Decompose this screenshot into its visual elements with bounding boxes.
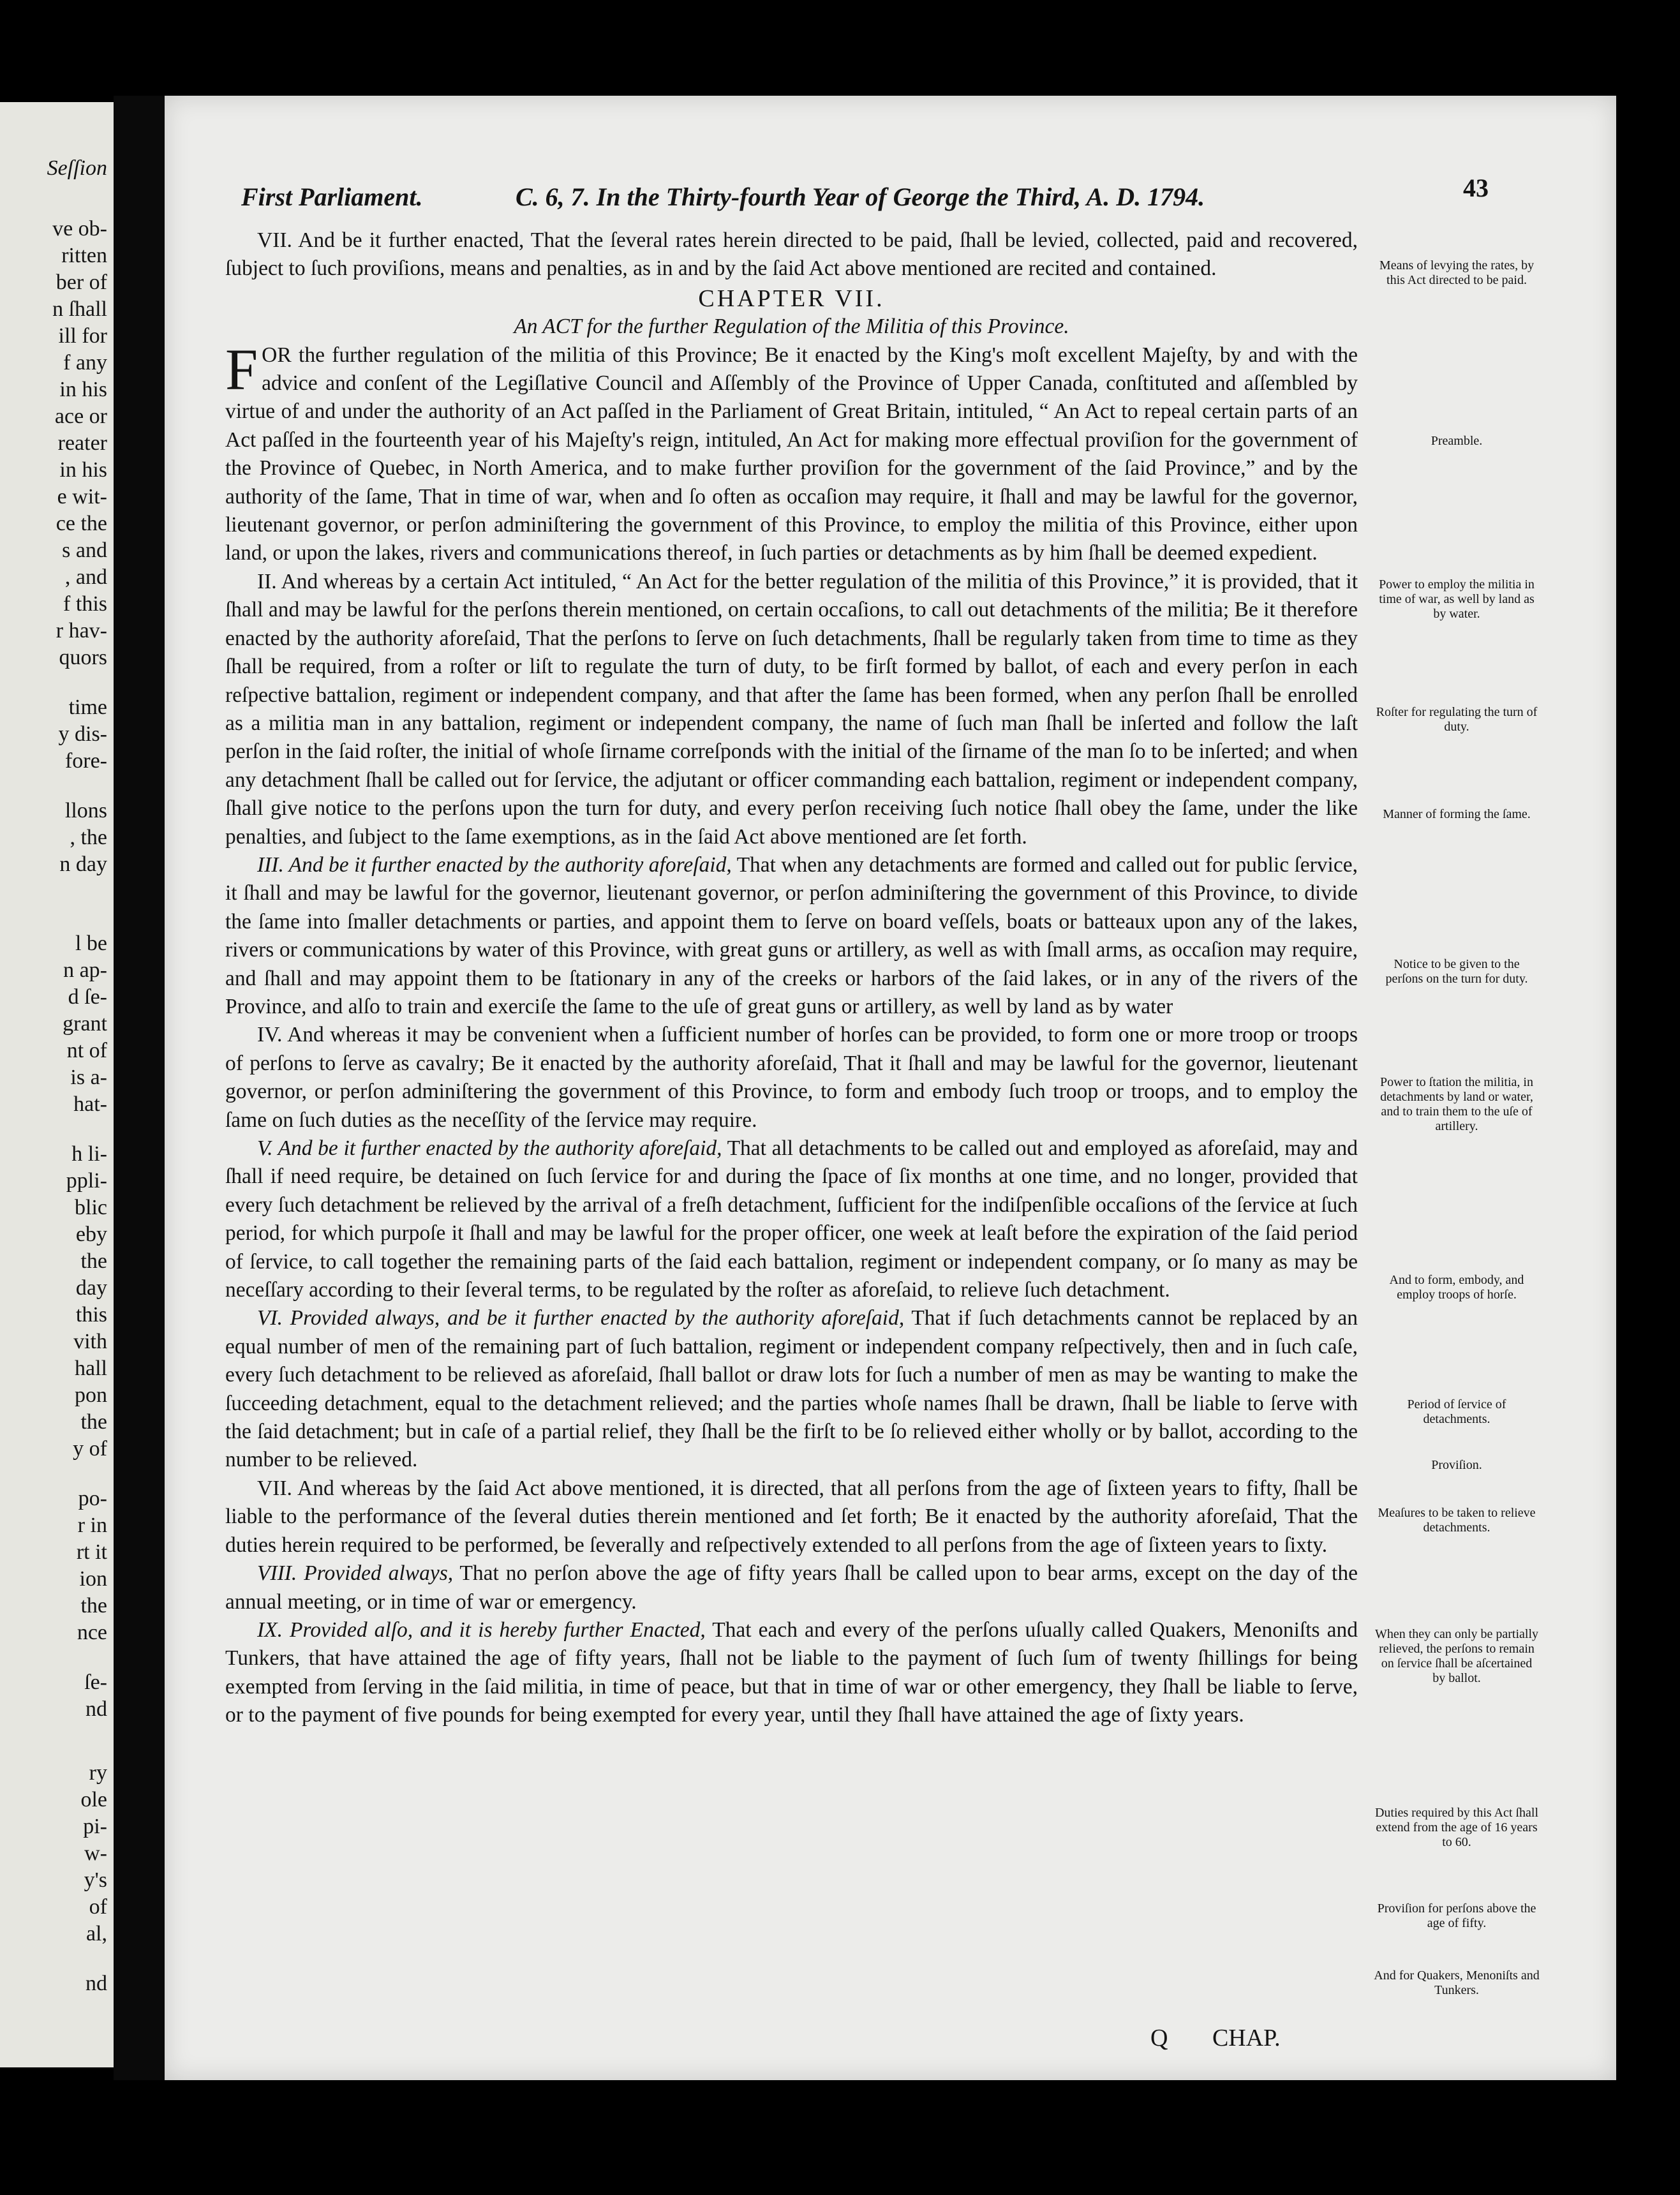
previous-page-line: f this bbox=[63, 592, 107, 616]
previous-page-line: ole bbox=[80, 1788, 107, 1812]
section-v bbox=[225, 1135, 1358, 1304]
previous-page-line: s and bbox=[62, 539, 107, 562]
section-ix bbox=[225, 1616, 1358, 1730]
previous-page-line: e wit- bbox=[57, 485, 107, 509]
section-viii-text: That no perſon above the age of fifty years ſhall be called upon to bear arms, except on the day of the annual meeting, or in time of war or emergency. bbox=[225, 1561, 1358, 1614]
running-header bbox=[241, 174, 1489, 214]
previous-page-line: ritten bbox=[61, 244, 107, 267]
previous-page-line: n ap- bbox=[63, 958, 107, 982]
previous-page-line: hat- bbox=[73, 1092, 107, 1116]
book-gutter bbox=[114, 96, 165, 2080]
previous-page-line: h li- bbox=[71, 1142, 107, 1166]
margin-note: Preamble. bbox=[1431, 434, 1483, 448]
margin-note: Manner of forming the ſame. bbox=[1383, 807, 1531, 821]
page-number: 43 bbox=[1463, 174, 1489, 202]
previous-page-line: in his bbox=[59, 458, 107, 482]
previous-page-line: time bbox=[68, 696, 107, 719]
margin-note: And for Quakers, Menoniſts and Tunkers. bbox=[1374, 1968, 1540, 1997]
previous-page-line: y dis- bbox=[58, 722, 107, 746]
section-iii-text: That when any detachments are formed and called out for public ſervice, it ſhall and may be lawful for the governor, lieutenant governor, or perſon adminiſtering the government of this Province, to divide the ſame into ſmaller detachments or parties, and appoint them to ſerve on board veſſels, boats or batteaux upon any of the lakes, rivers or communications by water of this Province, with great guns or artillery, as well as with ſmall arms, as occaſion may require, and ſhall and may appoint them to be ſtationary in any of the creeks or harbors of the ſaid lakes, or in any of the rivers of the Province, and alſo to train and exerciſe the ſame to the uſe of great guns or artillery, as well by land as by water bbox=[225, 852, 1358, 1018]
previous-page-line: f any bbox=[63, 351, 107, 375]
section-ii: II. And whereas by a certain Act intituled, “ An Act for the better regulation of the militia of this Province,” it is provided, that it ſhall and may be lawful for the perſons therein mentioned, on certain occaſions, to call out detachments of the militia; Be it therefore enacted by the authority aforeſaid, That the perſons to ſerve on ſuch detachments, ſhall be regularly taken from time to time as they ſhall be required, from a roſter or liſt to regulate the turn of duty, to be firſt formed by ballot, of each and every perſon in each reſpective battalion, regiment or independent company, and that after the ſame has been formed, when any perſon ſhall be enrolled as a militia man in any battalion, regiment or independent company, the name of ſuch man ſhall be inſerted and follow the laſt perſon in the ſaid roſter, the initial of whoſe ſirname correſponds with the initial of the ſirname of the man ſo to be inſerted; and when any detachment ſhall be called out for ſervice, the adjutant or officer commanding each battalion, regiment or independent company, ſhall give notice to the perſons upon the turn for duty, and every perſon receiving ſuch notice ſhall obey the ſame, under the like penalties, and ſubject to the ſame exemptions, as in the ſaid Act above mentioned are ſet forth. bbox=[225, 569, 1358, 849]
previous-page-line: w- bbox=[84, 1842, 107, 1865]
drop-capital: F bbox=[225, 336, 258, 402]
previous-page-line: ber of bbox=[56, 271, 107, 294]
previous-page-line: eby bbox=[75, 1223, 107, 1246]
previous-page-line: pon bbox=[75, 1383, 107, 1407]
previous-page-fragment bbox=[0, 102, 114, 2067]
previous-page-line: ry bbox=[89, 1761, 107, 1785]
section-preamble bbox=[225, 336, 1358, 568]
margin-note: When they can only be partially relieved, the perſons to remain on ſervice ſhall be aſcertained by ballot. bbox=[1374, 1627, 1538, 1685]
previous-page-line: day bbox=[75, 1276, 107, 1300]
catchword-next: CHAP. bbox=[1212, 2025, 1281, 2051]
preamble-text: OR the further regulation of the militia of this Province; Be it enacted by the King's moſt excellent Majeſty, by and with the advice and conſent of the Legiſlative Council and Aſſembly of the Province of Upper Canada, conſtituted and aſſembled by virtue of and under the authority of an Act paſſed in the Parliament of Great Britain, intituled, “ An Act to repeal certain parts of an Act paſſed in the fourteenth year of his Majeſty's reign, intituled, An Act for making more effectual proviſion for the government of the Province of Quebec, in North America, and to make further proviſion for the government of the ſaid Province,” and by the authority of the ſame, That in time of war, when and ſo often as occaſion may require, it ſhall and may be lawful for the governor, lieutenant governor, or perſon adminiſtering the government of this Province, to employ the militia of this Province, either upon land, or upon the lakes, rivers and communications thereof, in ſuch parties or detachments as by him ſhall be deemed expedient. bbox=[225, 343, 1358, 565]
previous-page-line: nce bbox=[77, 1621, 107, 1644]
previous-page-line: Seſſion bbox=[47, 156, 107, 180]
section-vii-previous: VII. And be it further enacted, That the ſeveral rates herein directed to be paid, ſhall be levied, collected, paid and recovered, ſubject to ſuch proviſions, means and penalties, as in and by the ſaid Act above mentioned are recited and contained. bbox=[225, 228, 1358, 281]
previous-page-line: n day bbox=[59, 852, 107, 876]
previous-page-line: , the bbox=[70, 826, 107, 849]
previous-page-line: ace or bbox=[54, 405, 107, 428]
previous-page-line: ill for bbox=[58, 324, 107, 348]
previous-page-line: vith bbox=[73, 1330, 107, 1353]
margin-note: Meaſures to be taken to relieve detachments. bbox=[1378, 1506, 1536, 1535]
previous-page-line: n ſhall bbox=[52, 297, 107, 321]
margin-note: Roſter for regulating the turn of duty. bbox=[1376, 705, 1538, 734]
previous-page-line: pi- bbox=[83, 1815, 107, 1838]
section-ix-text: That each and every of the perſons uſually called Quakers, Menoniſts and Tunkers, that have attained the age of fifty years, ſhall not be liable to the payment of ſuch ſum of twenty ſhillings for being exempted from ſerving in the ſaid militia, in time of peace, but that in time of war or other emergency, they ſhall be liable to ſerve, or to the payment of five pounds for being exempted for every year, until they ſhall have attained the age of ſixty years. bbox=[225, 1618, 1358, 1727]
previous-page-line: nt of bbox=[66, 1039, 107, 1062]
previous-page-line: llons bbox=[64, 799, 107, 822]
section-viii-lead: VIII. Provided always, bbox=[257, 1561, 454, 1586]
margin-note: Power to employ the militia in time of war, as well by land as by water. bbox=[1379, 577, 1535, 621]
previous-page-line: grant bbox=[63, 1012, 107, 1036]
section-v-text: That all detachments to be called out and employed as aforeſaid, may and ſhall if need require, be detained on ſuch ſervice for and during the ſpace of ſix months at one time, and no longer, provided that every ſuch detachment be relieved by the arrival of a freſh detachment, ſufficient for the indiſpenſible occaſions of the ſervice at ſuch period, for which purpoſe it ſhall and may be lawful for the proper officer, one week at leaſt before the expiration of the ſaid period of ſervice, to call together the remaining parts of the ſaid each battalion, regiment or independent company, or ſo many as may be neceſſary according to their ſeveral terms, to be regulated by the roſter as aforeſaid, to relieve ſuch detachment. bbox=[225, 1136, 1358, 1302]
catchwords bbox=[1150, 2024, 1319, 2052]
previous-page-line: al, bbox=[85, 1922, 107, 1946]
previous-page-line: d ſe- bbox=[68, 985, 107, 1009]
previous-page-line: r in bbox=[77, 1514, 107, 1537]
chapter-heading: CHAPTER VII. bbox=[698, 285, 885, 312]
previous-page-line: rt it bbox=[76, 1540, 107, 1564]
section-vi bbox=[225, 1304, 1358, 1474]
section-vi-lead: VI. Provided always, and be it further enacted by the authority aforeſaid, bbox=[257, 1306, 905, 1330]
previous-page-line: nd bbox=[85, 1972, 107, 1995]
previous-page-line: blic bbox=[75, 1196, 107, 1219]
section-v-lead: V. And be it further enacted by the authority aforeſaid, bbox=[257, 1136, 722, 1160]
book-page bbox=[165, 96, 1616, 2080]
previous-page-line: ion bbox=[79, 1567, 107, 1591]
header-year: C. 6, 7. In the Thirty-fourth Year of George the Third, A. D. 1794. bbox=[516, 182, 1205, 211]
previous-page-line: y's bbox=[84, 1868, 107, 1892]
previous-page-line: ſe- bbox=[84, 1670, 107, 1694]
previous-page-line: ppli- bbox=[66, 1169, 107, 1193]
margin-note: Duties required by this Act ſhall extend from the age of 16 years to 60. bbox=[1374, 1806, 1539, 1849]
header-parliament: First Parliament. bbox=[241, 182, 423, 211]
previous-page-line: ce the bbox=[56, 512, 107, 535]
signature-mark: Q bbox=[1150, 2025, 1168, 2051]
previous-page-line: this bbox=[75, 1303, 107, 1327]
margin-note: Period of ſervice of detachments. bbox=[1407, 1397, 1506, 1426]
section-vii: VII. And whereas by the ſaid Act above mentioned, it is directed, that all perſons from the age of ſixteen years to fifty, ſhall be liable to the performance of the ſeveral duties therein mentioned and ſet forth; Be it enacted by the authority aforeſaid, That the duties herein required to be performed, be ſeverally and reſpectively extended to all perſons from the age of ſixteen years to ſixty. bbox=[225, 1476, 1358, 1557]
previous-page-line: reater bbox=[57, 431, 107, 455]
previous-page-line: , and bbox=[64, 565, 107, 589]
previous-page-line: the bbox=[80, 1249, 107, 1273]
previous-page-line: po- bbox=[78, 1487, 107, 1510]
previous-page-line: r hav- bbox=[56, 619, 107, 643]
previous-page-line: the bbox=[80, 1410, 107, 1434]
previous-page-line: hall bbox=[75, 1357, 107, 1380]
section-iii bbox=[225, 851, 1358, 1021]
previous-page-line: the bbox=[80, 1594, 107, 1618]
margin-note: Proviſion. bbox=[1431, 1458, 1482, 1472]
previous-page-line: of bbox=[89, 1895, 107, 1919]
margin-note: Proviſion for perſons above the age of fifty. bbox=[1377, 1901, 1536, 1930]
margin-note: Notice to be given to the perſons on the turn for duty. bbox=[1385, 957, 1528, 986]
page-text bbox=[225, 227, 1358, 1730]
previous-page-line: fore- bbox=[64, 749, 107, 773]
margin-note: And to form, embody, and employ troops of horſe. bbox=[1389, 1273, 1524, 1302]
previous-page-line: quors bbox=[59, 646, 107, 669]
margin-note: Means of levying the rates, by this Act directed to be paid. bbox=[1379, 258, 1535, 287]
margin-note: Power to ſtation the militia, in detachments by land or water, and to train them to the uſe of artillery. bbox=[1380, 1075, 1533, 1133]
previous-page-line: y of bbox=[73, 1437, 107, 1461]
previous-page-line: ve ob- bbox=[52, 217, 107, 241]
chapter-title: An ACT for the further Regulation of the Militia of this Province. bbox=[514, 315, 1069, 339]
section-iv: IV. And whereas it may be convenient when a ſufficient number of horſes can be provided, to form one or more troop or troops of perſons to ſerve as cavalry; Be it enacted by the authority aforeſaid, That it ſhall and may be lawful for the governor, lieutenant governor, or perſon adminiſtering the government of this Province, to form and embody ſuch troop or troops, and to employ the ſame on ſuch duties as the neceſſity of the ſervice may require. bbox=[225, 1023, 1358, 1132]
previous-page-line: is a- bbox=[70, 1066, 107, 1089]
section-viii bbox=[225, 1559, 1358, 1616]
previous-page-line: nd bbox=[85, 1697, 107, 1721]
section-ix-lead: IX. Provided alſo, and it is hereby further Enacted, bbox=[257, 1618, 706, 1642]
previous-page-line: l be bbox=[75, 932, 107, 955]
section-iii-lead: III. And be it further enacted by the authority aforeſaid, bbox=[257, 852, 732, 877]
previous-page-line: in his bbox=[59, 378, 107, 401]
section-vi-text: That if ſuch detachments cannot be replaced by an equal number of men of the remaining part of ſuch battalion, regiment or independent company reſpectively, then and in ſuch caſe, every ſuch detachment to be relieved as aforeſaid, ſhall ballot or draw lots for ſuch a number of men as may be wanting to make the ſucceeding detachment, equal to the detachment relieved; and the parties whoſe names ſhall be drawn, ſhall be liable to ſerve with the ſaid detachment; but in caſe of a partial relief, they ſhall be the firſt to be ſo relieved either wholly or by ballot, according to the number to be relieved. bbox=[225, 1306, 1358, 1472]
